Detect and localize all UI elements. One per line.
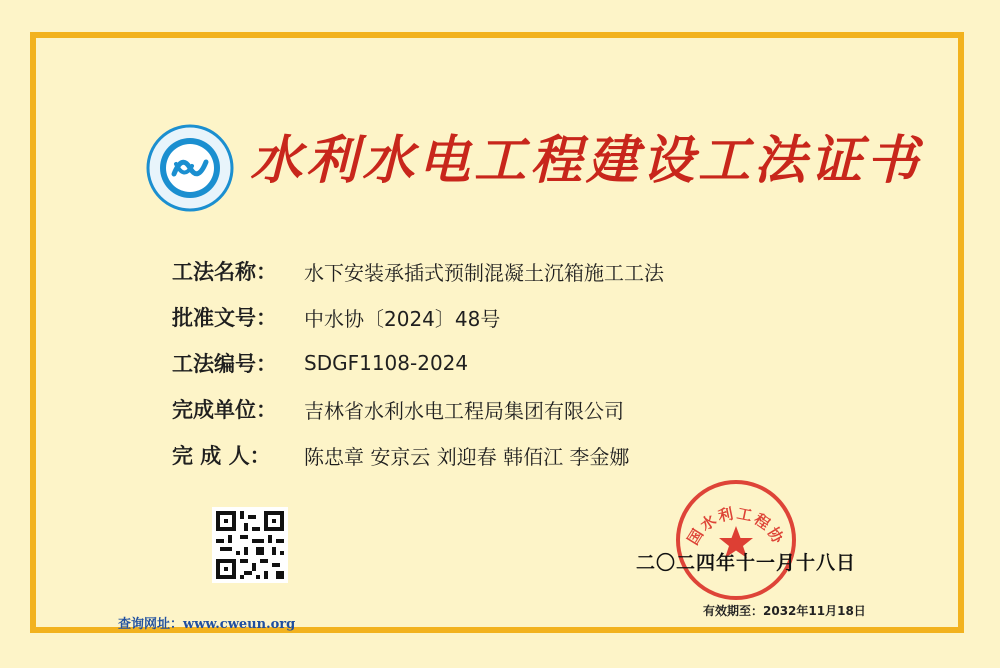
field-value: 中水协〔2024〕48号 [304, 306, 501, 331]
validity-date: 有效期至：2032年11月18日 [703, 604, 866, 618]
svg-text:中国水利工程协会 [674, 478, 788, 548]
qr-code-icon[interactable] [212, 507, 288, 583]
official-seal-icon [674, 478, 798, 602]
field-label: 工法名称： [172, 260, 277, 284]
field-value: 吉林省水利水电工程局集团有限公司 [304, 398, 624, 423]
field-value: 水下安装承插式预制混凝土沉箱施工工法 [304, 260, 664, 285]
field-organization [172, 386, 664, 432]
field-authors [172, 432, 664, 478]
field-method-name [172, 248, 664, 294]
issue-date: 二〇二四年十一月十八日 [636, 552, 857, 574]
field-label: 完 成 人： [172, 444, 271, 468]
seal-text: 国水利工程协 [683, 504, 789, 549]
association-logo-icon [146, 124, 234, 212]
field-approval-number [172, 294, 664, 340]
field-label: 完成单位： [172, 398, 277, 422]
field-method-code [172, 340, 664, 386]
field-label: 批准文号： [172, 306, 277, 330]
certificate-fields [172, 248, 664, 478]
field-label: 工法编号： [172, 352, 277, 376]
field-value: SDGF1108-2024 [304, 351, 469, 375]
certificate-title: 水利水电工程建设工法证书 [250, 130, 923, 191]
field-value: 陈忠章 安京云 刘迎春 韩佰江 李金娜 [304, 444, 630, 469]
query-website-link[interactable]: 查询网址：www.cweun.org [118, 617, 296, 632]
